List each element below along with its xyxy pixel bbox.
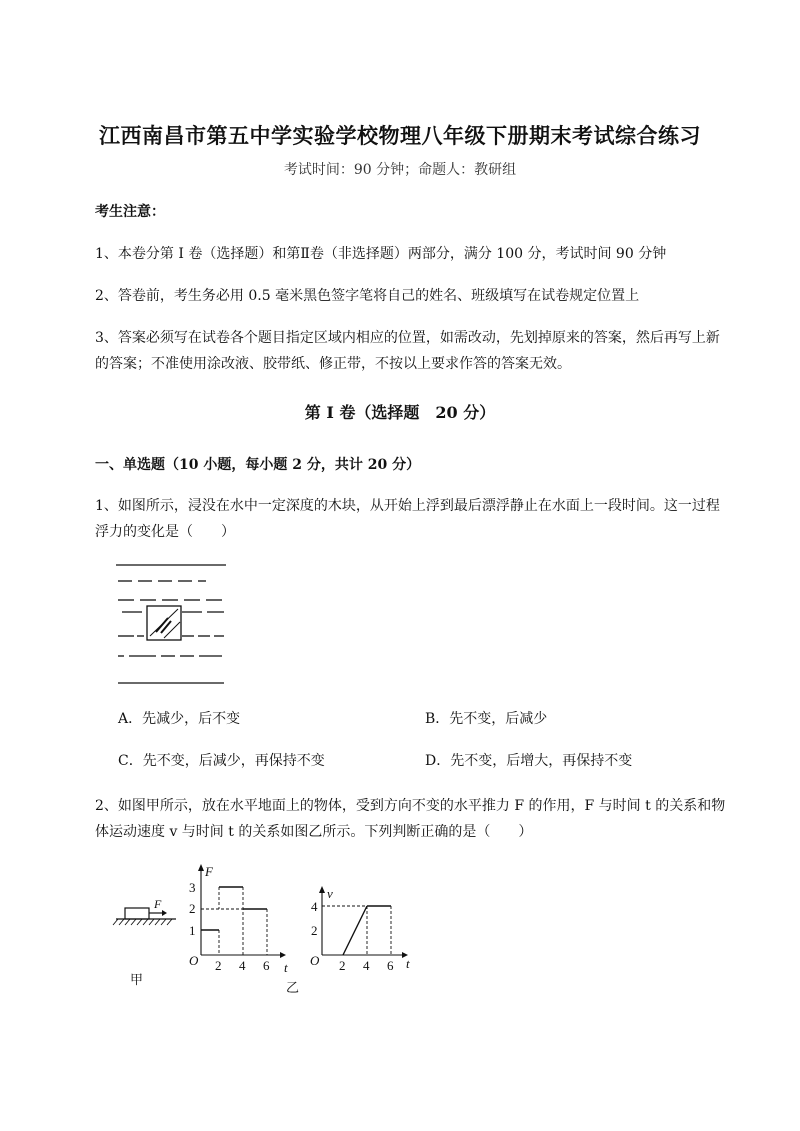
option-b[interactable]: B．先不变，后减少: [425, 711, 548, 727]
force-label: F: [154, 897, 162, 911]
figure-jia: [113, 908, 176, 925]
notice-item-3-cont: 的答案；不准使用涂改液、胶带纸、修正带，不按以上要求作答的答案无效。: [95, 356, 571, 372]
ground-hatching: [113, 919, 172, 925]
notice-heading: 考生注意：: [95, 204, 165, 220]
f-origin: O: [189, 953, 199, 968]
v-t-axis-label: t: [406, 956, 410, 971]
v-tick-2: 2: [311, 923, 318, 938]
f-t-axis-label: t: [284, 960, 288, 975]
question-1-text: 1、如图所示，浸没在水中一定深度的木块，从开始上浮到最后漂浮静止在水面上一段时间。这一过程: [95, 498, 720, 514]
question-2-text: 2、如图甲所示，放在水平地面上的物体，受到方向不变的水平推力 F 的作用，F 与时间 t 的关系和物: [95, 798, 726, 814]
notice-item-3: 3、答案必须写在试卷各个题目指定区域内相应的位置，如需改动，先划掉原来的答案，然后再写上新: [95, 330, 720, 346]
f-t-tick-2: 2: [215, 958, 222, 973]
v-line-rise: [343, 906, 367, 955]
v-t-tick-4: 4: [363, 958, 370, 973]
exam-info: 考试时间：90 分钟；命题人：教研组: [283, 162, 517, 178]
v-t-tick-2: 2: [339, 958, 346, 973]
f-tick-3: 3: [189, 880, 196, 895]
question-2-figure: [110, 862, 430, 998]
f-tick-1: 1: [189, 923, 196, 938]
option-c[interactable]: C．先不变，后减少，再保持不变: [118, 753, 325, 769]
label-jia: 甲: [130, 973, 144, 988]
f-axis-label: F: [205, 864, 213, 879]
option-d[interactable]: D．先不变，后增大，再保持不变: [425, 753, 633, 769]
f-tick-2: 2: [189, 901, 196, 916]
question-1-figure: [112, 558, 232, 690]
object-block: [125, 908, 149, 919]
question-2-text-cont: 体运动速度 v 与时间 t 的关系如图乙所示。下列判断正确的是（ ）: [95, 824, 533, 840]
notice-item-1: 1、本卷分第 I 卷（选择题）和第Ⅱ卷（非选择题）两部分，满分 100 分，考试时间 90 分钟: [95, 246, 667, 262]
question-1-text-cont: 浮力的变化是（ ）: [95, 524, 235, 540]
section-title: 第 I 卷（选择题 20 分）: [304, 403, 496, 422]
option-a[interactable]: A．先减少，后不变: [118, 711, 241, 727]
f-t-tick-6: 6: [263, 958, 270, 973]
v-t-tick-6: 6: [387, 958, 394, 973]
v-axis-label: v: [327, 886, 333, 901]
v-origin: O: [310, 953, 320, 968]
part-title: 一、单选题（10 小题，每小题 2 分，共计 20 分）: [95, 457, 421, 473]
label-yi: 乙: [286, 981, 300, 996]
page-title: 江西南昌市第五中学实验学校物理八年级下册期末考试综合练习: [99, 123, 701, 148]
notice-item-2: 2、答卷前，考生务必用 0.5 毫米黑色签字笔将自己的姓名、班级填写在试卷规定位置上: [95, 288, 640, 304]
f-t-tick-4: 4: [239, 958, 246, 973]
v-tick-4: 4: [311, 899, 318, 914]
